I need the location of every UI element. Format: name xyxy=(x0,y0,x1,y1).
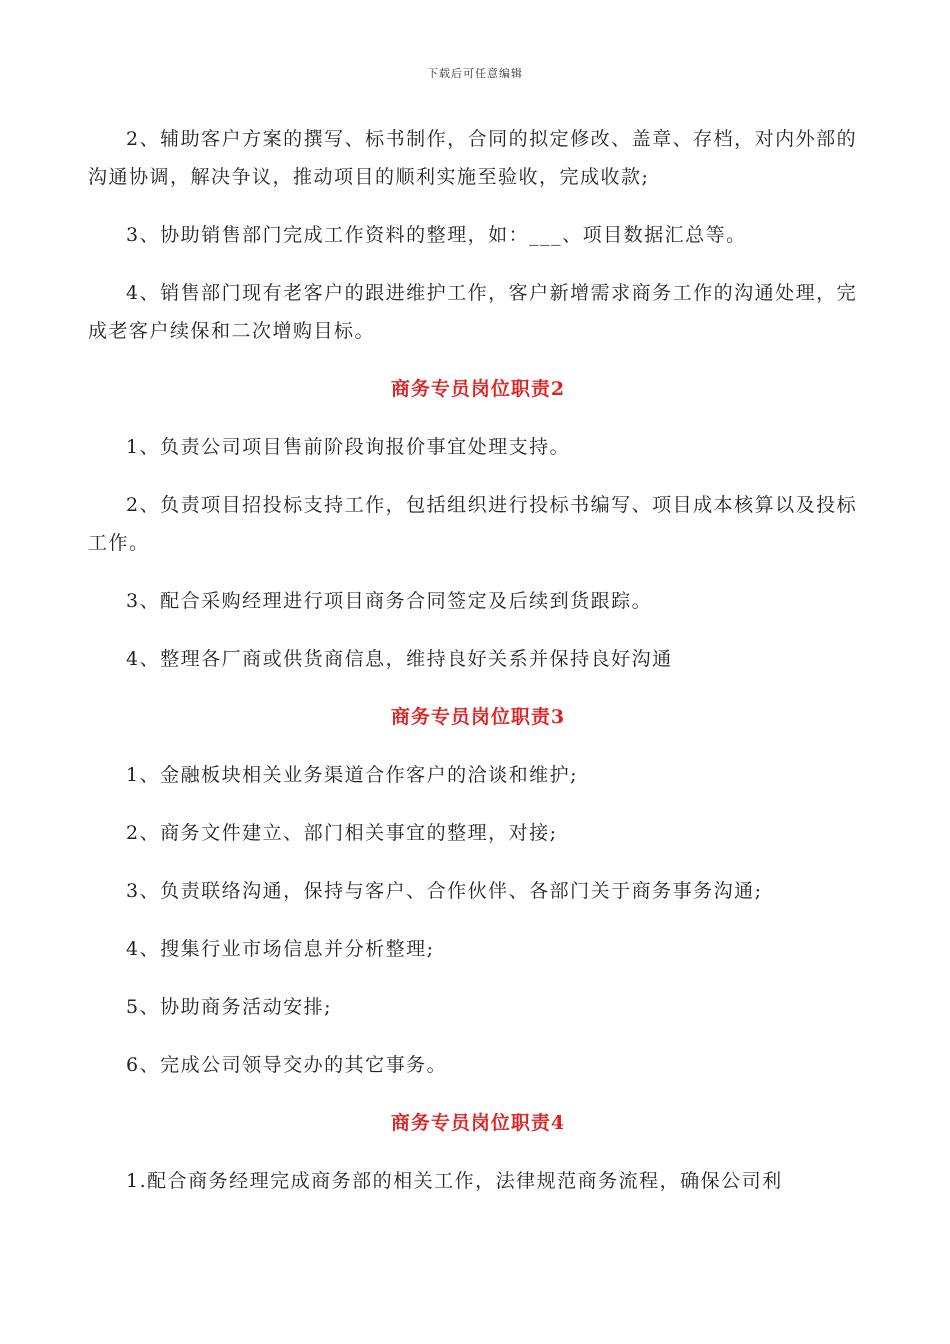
paragraph: 2、商务文件建立、部门相关事宜的整理，对接; xyxy=(126,822,558,844)
document-body xyxy=(88,120,868,1220)
paragraph: 6、完成公司领导交办的其它事务。 xyxy=(126,1054,448,1076)
section-heading: 商务专员岗位职责4 xyxy=(390,1112,566,1134)
paragraph: 2、辅助客户方案的撰写、标书制作，合同的拟定修改、盖章、存档，对内外部的沟通协调，解决争议，推动项目的顺利实施至验收，完成收款; xyxy=(88,128,858,188)
section-heading: 商务专员岗位职责2 xyxy=(390,378,566,400)
paragraph: 2、负责项目招投标支持工作，包括组织进行投标书编写、项目成本核算以及投标工作。 xyxy=(88,494,858,554)
paragraph: 1、负责公司项目售前阶段询报价事宜处理支持。 xyxy=(126,436,571,458)
paragraph: 3、配合采购经理进行项目商务合同签定及后续到货跟踪。 xyxy=(126,590,653,612)
paragraph: 4、整理各厂商或供货商信息，维持良好关系并保持良好沟通 xyxy=(126,648,673,670)
section-heading: 商务专员岗位职责3 xyxy=(390,706,566,728)
paragraph: 1.配合商务经理完成商务部的相关工作，法律规范商务流程，确保公司利 xyxy=(126,1170,783,1192)
paragraph: 5、协助商务活动安排; xyxy=(126,996,332,1018)
paragraph: 3、负责联络沟通，保持与客户、合作伙伴、各部门关于商务事务沟通; xyxy=(126,880,763,902)
paragraph: 4、搜集行业市场信息并分析整理; xyxy=(126,938,435,960)
paragraph: 3、协助销售部门完成工作资料的整理，如：___、项目数据汇总等。 xyxy=(126,224,747,246)
paragraph: 1、金融板块相关业务渠道合作客户的洽谈和维护; xyxy=(126,764,578,786)
page-header-note: 下载后可任意编辑 xyxy=(427,67,523,80)
paragraph: 4、销售部门现有老客户的跟进维护工作，客户新增需求商务工作的沟通处理，完成老客户续保和二次增购目标。 xyxy=(88,282,858,342)
